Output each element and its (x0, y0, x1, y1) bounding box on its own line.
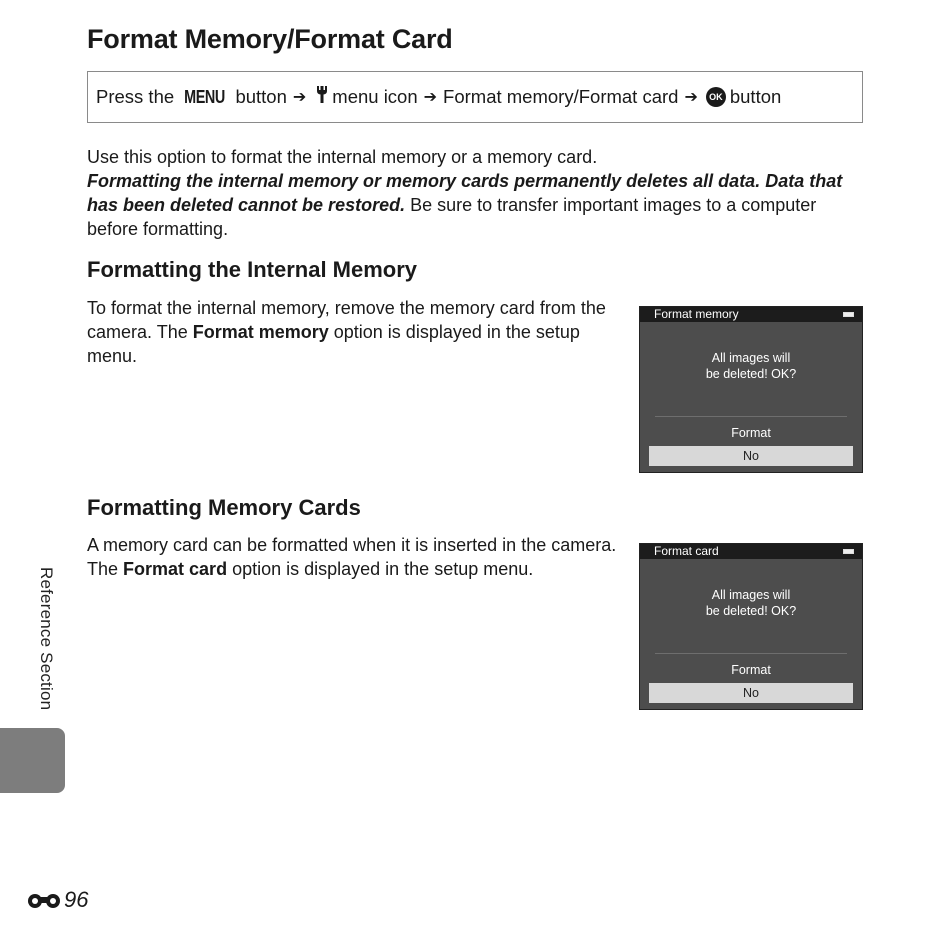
menu-button-glyph: MENU (184, 86, 226, 107)
body-text: option is displayed in the setup menu. (227, 559, 534, 579)
reference-binoculars-icon (26, 890, 62, 910)
camera-screen-format-card (639, 543, 863, 710)
format-memory-term: Format memory (192, 322, 329, 342)
section-tab (0, 728, 65, 793)
body-text: To format the internal memory, remove the memory card from the camera. The (87, 298, 606, 342)
intro-warning-paragraph (87, 169, 857, 241)
screen-message (640, 350, 862, 382)
camera-screen-format-memory (639, 306, 863, 473)
page-title: Format Memory/Format Card (87, 24, 453, 54)
nav-press-text: Press the (96, 86, 175, 107)
section-heading-internal-memory: Formatting the Internal Memory (87, 257, 418, 282)
body-text: option is displayed in the setup menu. (87, 322, 580, 366)
screen-title-bar (640, 544, 862, 559)
section-side-label: Reference Section (37, 567, 56, 711)
navigation-path-box (87, 71, 863, 123)
screen-message-line: be deleted! OK? (705, 604, 797, 618)
section-text-memory-cards (87, 533, 617, 581)
page-number (26, 887, 88, 913)
format-option[interactable]: Format (731, 426, 771, 440)
format-card-term: Format card (123, 559, 228, 579)
screen-title-bar (640, 307, 862, 322)
screen-divider (655, 653, 847, 654)
screen-divider (655, 416, 847, 417)
intro-tail: Be sure to transfer important images to a computer before formatting. (87, 195, 817, 239)
intro-line: Use this option to format the internal memory or a memory card. (87, 147, 598, 167)
battery-icon (843, 312, 854, 317)
screen-message-line: be deleted! OK? (705, 367, 797, 381)
arrow-right-icon: ➔ (292, 89, 307, 106)
nav-menu-icon-text: menu icon (332, 86, 418, 107)
intro-text (87, 145, 857, 241)
screen-title: Format memory (654, 307, 739, 321)
section-heading-memory-cards: Formatting Memory Cards (87, 495, 361, 520)
no-option-selected[interactable]: No (649, 683, 853, 703)
nav-option-text: Format memory/Format card (443, 86, 679, 107)
warning-text: Formatting the internal memory or memory cards permanently deletes all data. Data that has been deleted cannot be restored. (87, 171, 843, 215)
page-number-text: 96 (64, 887, 89, 912)
wrench-icon (316, 86, 328, 108)
screen-message-line: All images will (711, 351, 791, 365)
nav-button-text: button (729, 86, 782, 107)
body-text: A memory card can be formatted when it is inserted in the camera. The (87, 535, 617, 579)
arrow-right-icon: ➔ (423, 89, 438, 106)
section-text-internal-memory (87, 296, 617, 368)
screen-title: Format card (654, 544, 719, 558)
format-option[interactable]: Format (731, 663, 771, 677)
ok-button-icon: OK (706, 87, 726, 107)
screen-message (640, 587, 862, 619)
battery-icon (843, 549, 854, 554)
no-option-selected[interactable]: No (649, 446, 853, 466)
screen-message-line: All images will (711, 588, 791, 602)
arrow-right-icon: ➔ (684, 89, 698, 106)
nav-button-text: button (235, 86, 287, 107)
